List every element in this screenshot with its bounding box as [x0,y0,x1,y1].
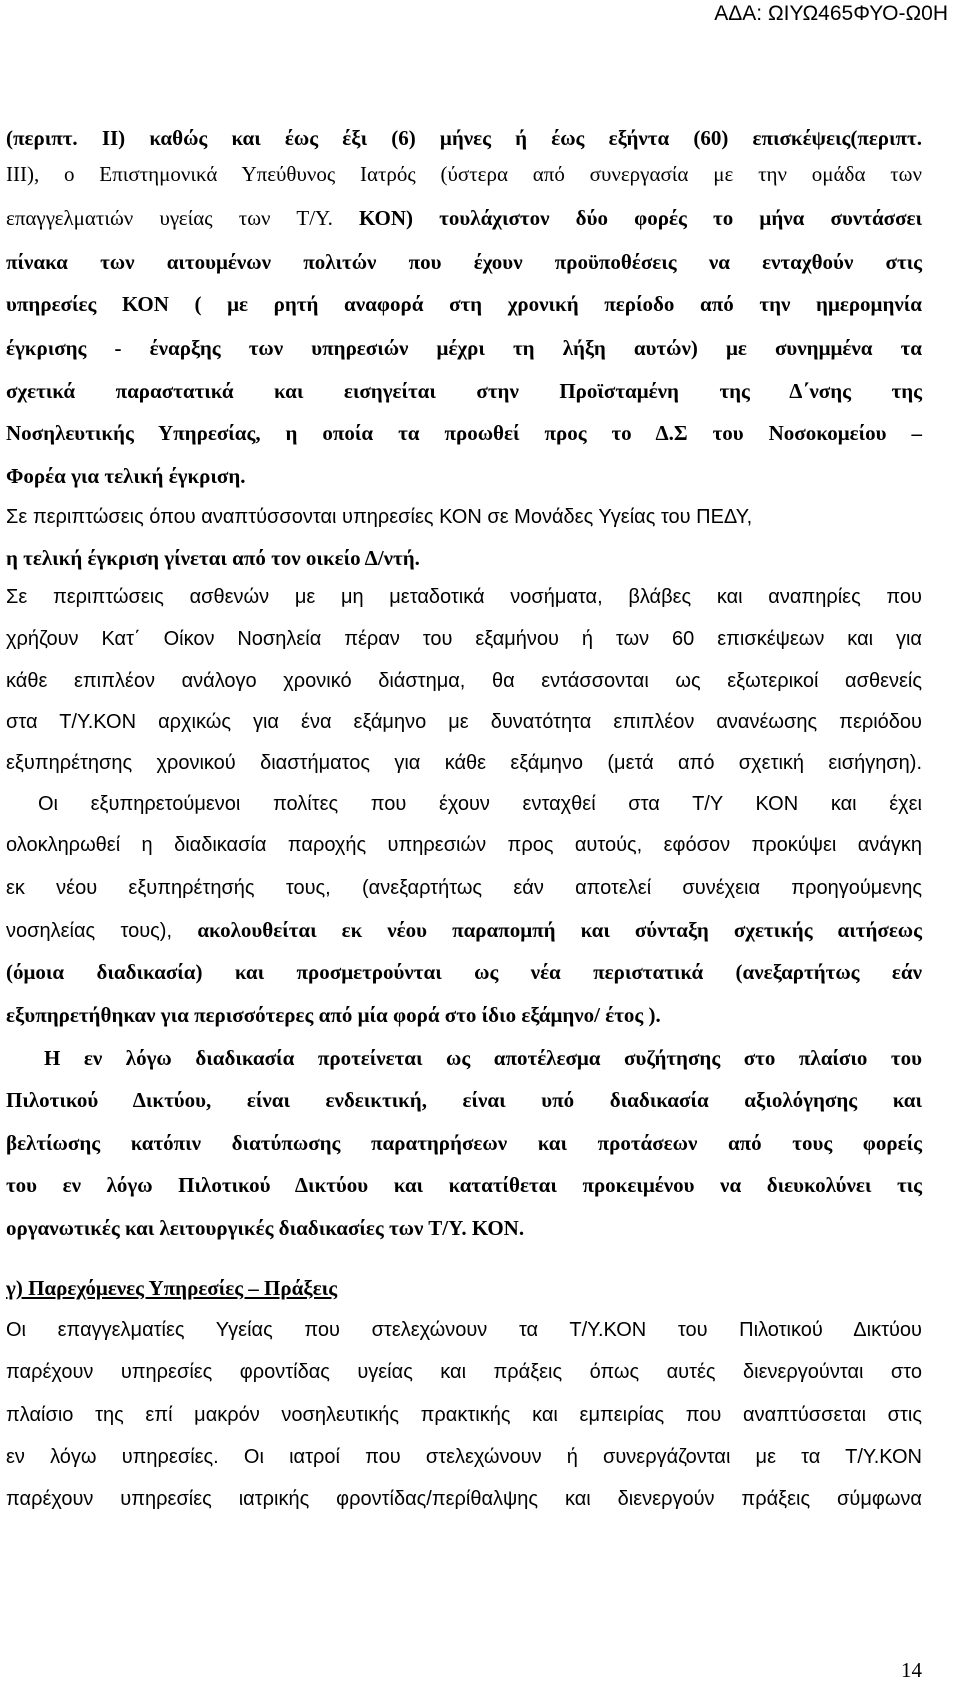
text-line: στα Τ/Υ.ΚΟΝ αρχικώς για ένα εξάμηνο με δυνατότητα επιπλέον ανανέωσης περιόδου [6,711,922,733]
ada-header: ΑΔΑ: ΩΙΥΩ465ΦΥΟ-Ω0Η [714,2,948,25]
text-line: Η εν λόγω διαδικασία προτείνεται ως αποτέλεσμα συζήτησης στο πλαίσιο του [44,1046,922,1070]
text-line: εξυπηρέτησης χρονικού διαστήματος για κάθε εξάμηνο (μετά από σχετική εισήγηση). [6,752,922,774]
text-line: παρέχουν υπηρεσίες ιατρικής φροντίδας/περίθαλψης και διενεργούν πράξεις σύμφωνα [6,1488,922,1510]
text-line: Νοσηλευτικής Υπηρεσίας, η οποία τα προωθεί προς το Δ.Σ του Νοσοκομείου – [6,421,922,445]
text-line: εξυπηρετήθηκαν για περισσότερες από μία φορά στο ίδιο εξάμηνο/ έτος ). [6,1003,661,1027]
text-line: πλαίσιο της επί μακρόν νοσηλευτικής πρακτικής και εμπειρίας που αναπτύσσεται στις [6,1404,922,1426]
text-line: Φορέα για τελική έγκριση. [6,464,246,488]
text-line: σχετικά παραστατικά και εισηγείται στην Προϊσταμένη της Δ΄νσης της [6,379,922,403]
text-line: βελτίωσης κατόπιν διατύπωσης παρατηρήσεων και προτάσεων από τους φορείς [6,1131,922,1155]
text-line: (περιπτ. ΙΙ) καθώς και έως έξι (6) μήνες ή έως εξήντα (60) επισκέψεις(περιπτ. [6,126,922,150]
text-line: εν λόγω υπηρεσίες. Οι ιατροί που στελεχώνουν ή συνεργάζονται με τα Τ/Υ.ΚΟΝ [6,1446,922,1468]
text-span: ΚΟΝ) τουλάχιστον δύο φορές το μήνα συντάσσει [359,206,922,230]
text-line: Σε περιπτώσεις ασθενών με μη μεταδοτικά νοσήματα, βλάβες και αναπηρίες που [6,586,922,608]
text-line: του εν λόγω Πιλοτικού Δικτύου και κατατίθεται προκειμένου να διευκολύνει τις [6,1173,922,1197]
text-line: παρέχουν υπηρεσίες φροντίδας υγείας και πράξεις όπως αυτές διενεργούνται στο [6,1361,922,1383]
text-line: Οι εξυπηρετούμενοι πολίτες που έχουν ενταχθεί στα Τ/Υ ΚΟΝ και έχει [38,793,922,815]
text-line: Πιλοτικού Δικτύου, είναι ενδεικτική, είναι υπό διαδικασία αξιολόγησης και [6,1088,922,1112]
text-line [6,206,922,232]
text-line: ΙΙΙ), ο Επιστημονικά Υπεύθυνος Ιατρός (ύστερα από συνεργασία με την ομάδα των [6,162,922,186]
text-line [6,918,922,944]
text-line: χρήζουν Κατ΄ Οίκον Νοσηλεία πέραν του εξαμήνου ή των 60 επισκέψεων και για [6,628,922,650]
page-number: 14 [901,1658,922,1682]
text-line: έγκρισης - έναρξης των υπηρεσιών μέχρι τη λήξη αυτών) με συνημμένα τα [6,336,922,360]
text-span: ακολουθείται εκ νέου παραπομπή και σύνταξη σχετικής αιτήσεως [197,918,923,942]
section-heading [6,1276,922,1302]
text-line: (όμοια διαδικασία) και προσμετρούνται ως νέα περιστατικά (ανεξαρτήτως εάν [6,960,922,984]
section-heading-text: γ) Παρεχόμενες Υπηρεσίες – Πράξεις [6,1276,338,1300]
text-line: κάθε επιπλέον ανάλογο χρονικό διάστημα, θα εντάσσονται ως εξωτερικοί ασθενείς [6,670,922,692]
text-span: νοσηλείας τους), [6,920,198,942]
text-line: Σε περιπτώσεις όπου αναπτύσσονται υπηρεσίες ΚΟΝ σε Μονάδες Υγείας του ΠΕΔΥ, [6,506,753,528]
text-line: υπηρεσίες ΚΟΝ ( με ρητή αναφορά στη χρονική περίοδο από την ημερομηνία [6,292,922,316]
text-line: οργανωτικές και λειτουργικές διαδικασίες των Τ/Υ. ΚΟΝ. [6,1216,525,1240]
text-line: εκ νέου εξυπηρέτησής τους, (ανεξαρτήτως εάν αποτελεί συνέχεια προηγούμενης [6,877,922,899]
text-line: η τελική έγκριση γίνεται από τον οικείο Δ/ντή. [6,546,420,570]
text-line: πίνακα των αιτουμένων πολιτών που έχουν προϋποθέσεις να ενταχθούν στις [6,250,922,274]
text-span: επαγγελματιών υγείας των Τ/Υ. [6,206,360,230]
text-line: Οι επαγγελματίες Υγείας που στελεχώνουν τα Τ/Υ.ΚΟΝ του Πιλοτικού Δικτύου [6,1319,922,1341]
text-line: ολοκληρωθεί η διαδικασία παροχής υπηρεσιών προς αυτούς, εφόσον προκύψει ανάγκη [6,834,922,856]
